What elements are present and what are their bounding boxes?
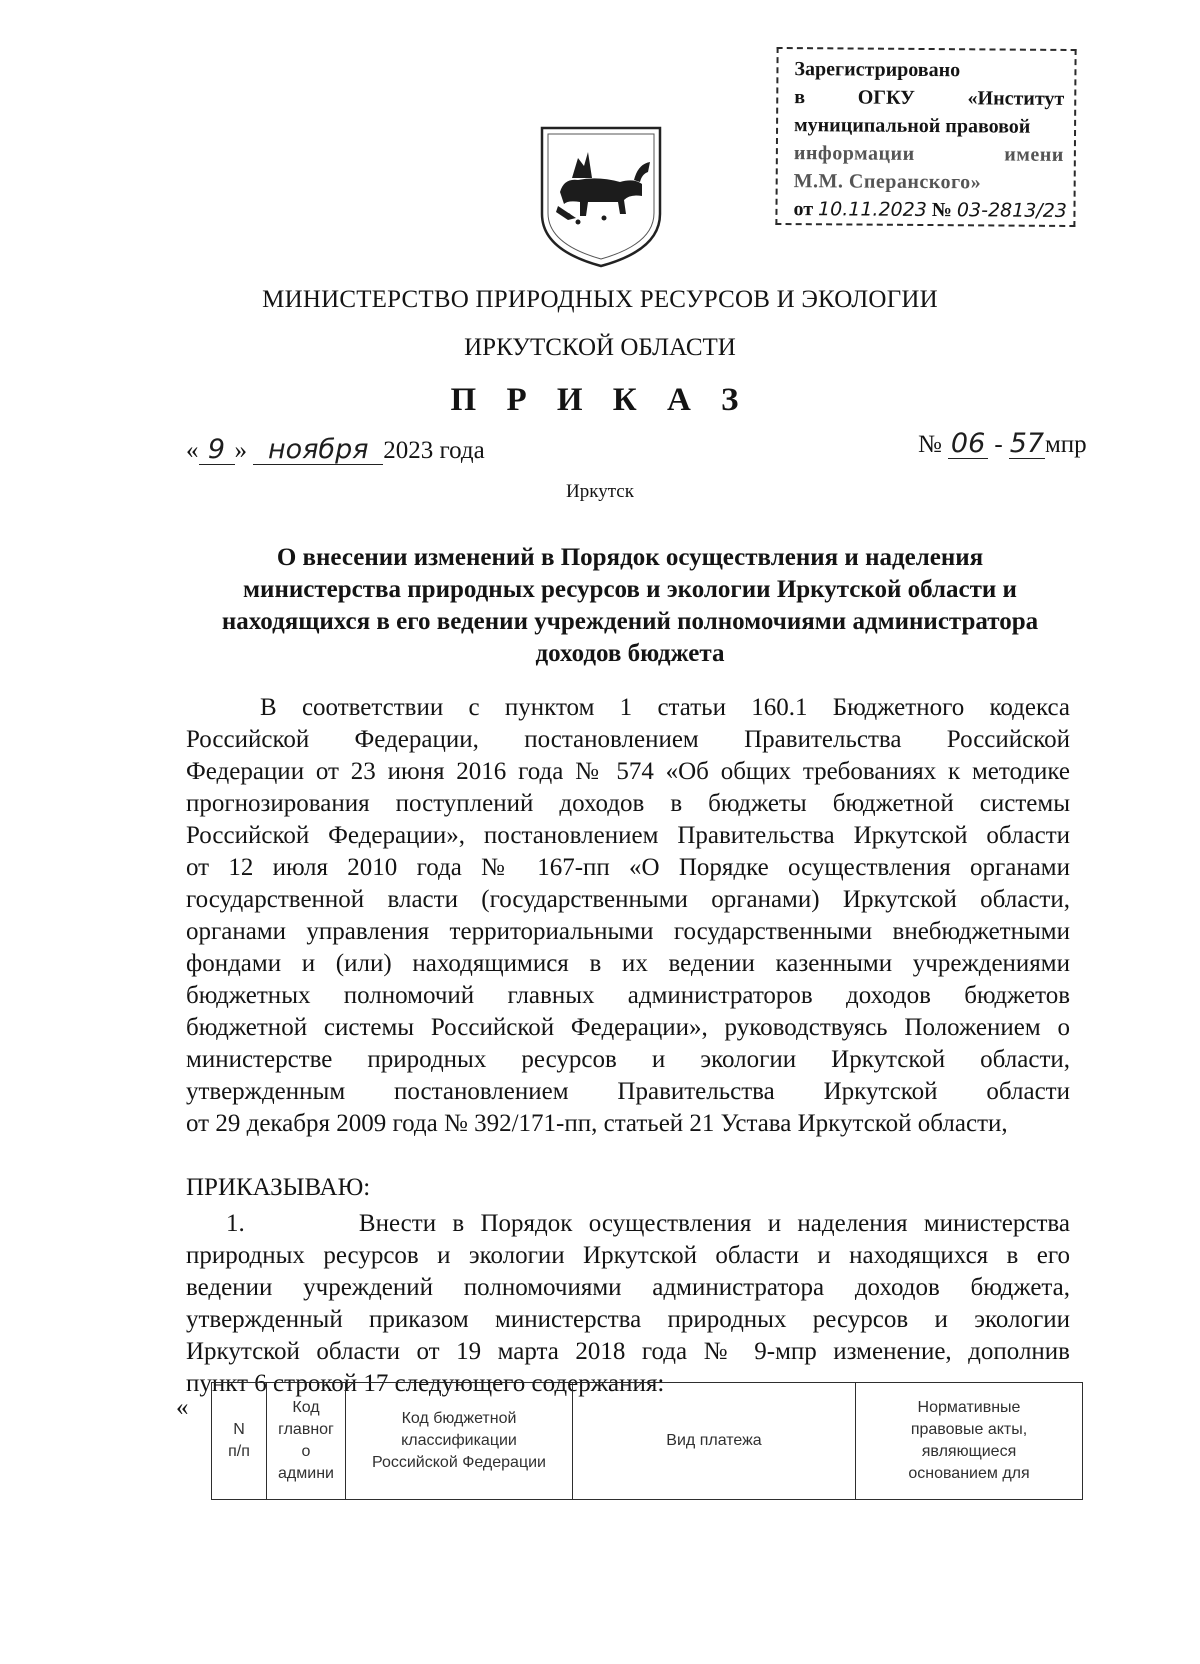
stamp-line-3: муниципальной правовой — [794, 114, 1031, 138]
header-number: N п/п — [212, 1383, 267, 1500]
date-day-handwritten: 9 — [199, 436, 235, 465]
number-prefix: № — [918, 431, 942, 458]
stamp-from-label: от — [793, 198, 814, 221]
table-header-row — [212, 1383, 1083, 1500]
item-line: пункт 6 строкой 17 следующего содержания: — [186, 1370, 665, 1397]
order-number — [918, 430, 1087, 459]
preamble-line: В соответствии с пунктом 1 статьи 160.1 Бюджетного кодекса — [260, 694, 1070, 721]
number-suffix: мпр — [1044, 431, 1087, 458]
preamble-line: государственной власти (государственными органами) Иркутской области, — [186, 886, 1070, 913]
ministry-name: МИНИСТЕРСТВО ПРИРОДНЫХ РЕСУРСОВ И ЭКОЛОГИИ — [262, 286, 938, 313]
income-codes-table — [211, 1382, 1083, 1500]
preamble-line: утвержденным постановлением Правительства Иркутской области — [186, 1078, 1070, 1105]
coat-of-arms-icon — [538, 122, 664, 270]
registration-stamp — [775, 47, 1076, 227]
item-line: 1. Внести в Порядок осуществления и наделения министерства — [226, 1210, 1070, 1237]
order-date — [186, 436, 485, 465]
date-year: 2023 года — [383, 437, 485, 464]
preamble-line: фондами и (или) находящимися в их ведении казенными учреждениями — [186, 950, 1070, 977]
stamp-number-handwritten: 03-2813/23 — [956, 199, 1068, 222]
preamble-line: органами управления территориальными государственными внебюджетными — [186, 918, 1070, 945]
number-dash: - — [994, 431, 1003, 458]
preamble-line: министерстве природных ресурсов и экологии Иркутской области, — [186, 1046, 1070, 1073]
stamp-date-handwritten: 10.11.2023 — [817, 198, 927, 222]
item-line: природных ресурсов и экологии Иркутской области и находящихся в его — [186, 1242, 1070, 1269]
stamp-line-2-a: в — [794, 86, 806, 109]
order-title — [190, 542, 1070, 670]
preamble-line: Федерации от 23 июня 2016 года № 574 «Об общих требованиях к методике — [186, 758, 1070, 785]
stamp-no-label: № — [931, 199, 953, 222]
item-1-paragraph — [186, 1208, 1070, 1400]
title-line: доходов бюджета — [535, 640, 725, 667]
preamble-line: прогнозирования поступлений доходов в бюджеты бюджетной системы — [186, 790, 1070, 817]
title-line: министерства природных ресурсов и экологии Иркутской области и — [243, 576, 1017, 603]
number-part-a: 06 — [948, 430, 988, 459]
preamble-line: от 29 декабря 2009 года № 392/171-пп, статьей 21 Устава Иркутской области, — [186, 1110, 1008, 1137]
date-month-handwritten: ноября — [253, 436, 383, 465]
stamp-line-4-a: информации — [793, 142, 915, 165]
stamp-line-4-b: имени — [1004, 143, 1064, 166]
header-legal-acts: Нормативные правовые акты, являющиеся основанием для — [856, 1383, 1083, 1500]
table-open-quote: « — [176, 1394, 189, 1421]
stamp-line-5: М.М. Сперанского» — [793, 170, 982, 194]
preamble-line: от 12 июля 2010 года № 167-пп «О Порядке осуществления органами — [186, 854, 1070, 881]
order-word: ПРИКАЗЫВАЮ: — [186, 1174, 371, 1201]
stamp-line-1: Зарегистрировано — [794, 58, 961, 82]
preamble-line: Российской Федерации», постановлением Правительства Иркутской области — [186, 822, 1070, 849]
item-line: утвержденный приказом министерства природных ресурсов и экологии — [186, 1306, 1070, 1333]
header-admin-code: Код главног о админи — [267, 1383, 346, 1500]
date-close-quote: » — [234, 437, 247, 464]
region-name: ИРКУТСКОЙ ОБЛАСТИ — [464, 334, 736, 361]
stamp-line-6 — [793, 195, 1068, 225]
city: Иркутск — [566, 481, 634, 502]
document-type: П Р И К А З — [450, 382, 750, 418]
preamble-line: Российской Федерации, постановлением Правительства Российской — [186, 726, 1070, 753]
header-payment-type: Вид платежа — [573, 1383, 856, 1500]
item-line: ведении учреждений полномочиями администратора доходов бюджета, — [186, 1274, 1070, 1301]
item-line: Иркутской области от 19 марта 2018 года № 9-мпр изменение, дополнив — [186, 1338, 1070, 1365]
preamble-paragraph — [186, 692, 1070, 1140]
stamp-line-4 — [794, 139, 1064, 169]
preamble-line: бюджетных полномочий главных администраторов доходов бюджетов — [186, 982, 1070, 1009]
date-open-quote: « — [186, 437, 199, 464]
title-line: находящихся в его ведении учреждений полномочиями администратора — [221, 608, 1039, 635]
title-line: О внесении изменений в Порядок осуществления и наделения — [276, 544, 984, 571]
number-part-b: 57 — [1009, 428, 1045, 459]
preamble-line: бюджетной системы Российской Федерации», руководствуясь Положением о — [186, 1014, 1070, 1041]
stamp-line-2-b: ОГКУ — [857, 86, 915, 109]
header-budget-code: Код бюджетной классификации Российской Федерации — [346, 1383, 573, 1500]
stamp-line-2 — [794, 83, 1064, 113]
stamp-line-2-c: «Институт — [967, 87, 1065, 110]
